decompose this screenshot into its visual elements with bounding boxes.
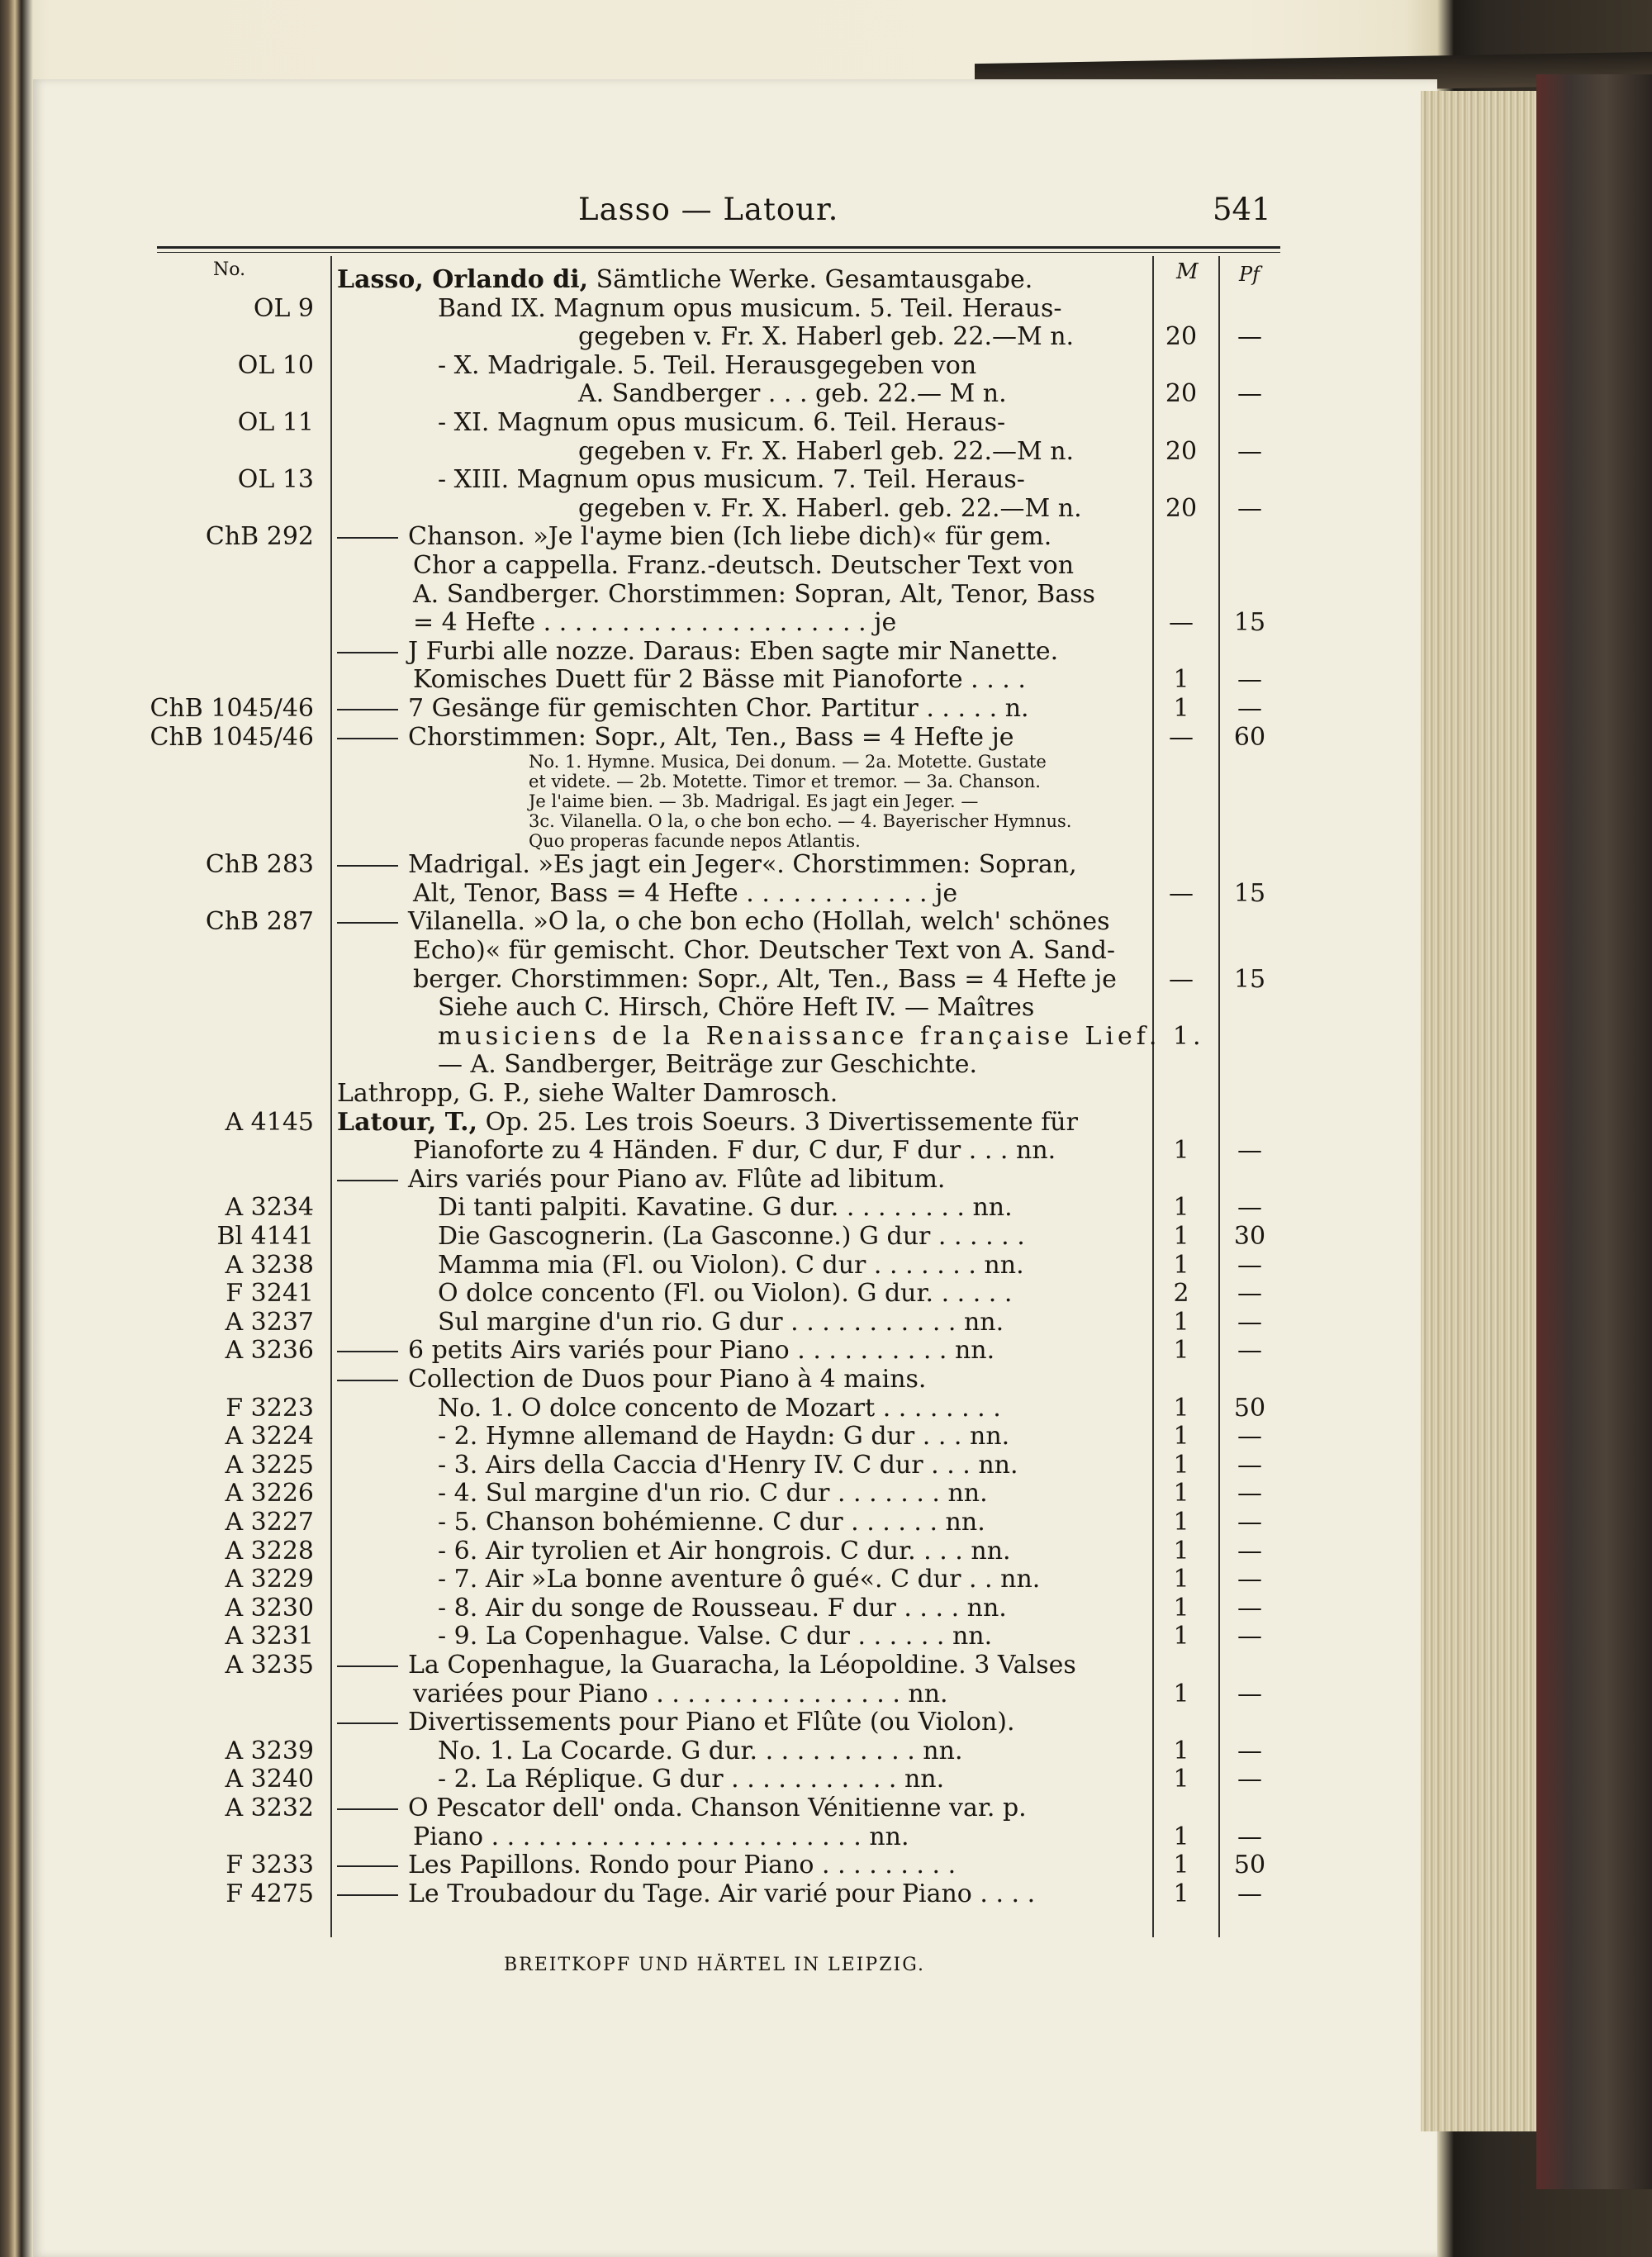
price-mark: 20 [1165, 436, 1198, 466]
price-mark: 1 [1173, 1508, 1189, 1537]
catalog-number: ChB 283 [205, 850, 314, 880]
entry-text [337, 1109, 1078, 1137]
entry-text-content: J Furbi alle nozze. Daraus: Eben sagte mir Nanette. [408, 636, 1059, 666]
catalog-row [0, 1366, 1652, 1394]
entry-text-content: - 2. Hymne allemand de Haydn: G dur . . . nn. [438, 1422, 1010, 1452]
ditto-dash [337, 1380, 398, 1381]
price-mark: 1 [1173, 1622, 1189, 1651]
catalog-row [0, 1794, 1652, 1822]
entry-text-content: Divertissements pour Piano et Flûte (ou Violon). [408, 1708, 1015, 1737]
entry-text-content: - 6. Air tyrolien et Air hongrois. C dur. . . . nn. [438, 1536, 1011, 1566]
entry-text [529, 772, 1041, 791]
composer-name: Lasso, Orlando di, [337, 265, 589, 294]
catalog-number: F 4275 [225, 1879, 314, 1908]
catalog-row [0, 1137, 1652, 1165]
price-pfennig: — [1237, 1508, 1262, 1537]
catalog-row [0, 695, 1652, 723]
entry-text-content: - 7. Air »La bonne aventure ô gué«. C dur . . nn. [438, 1565, 1041, 1594]
catalog-number: ChB 292 [205, 522, 314, 552]
ditto-dash [337, 1351, 398, 1352]
price-pfennig: — [1237, 493, 1262, 523]
catalog-row [0, 1080, 1652, 1108]
entry-text-content: No. 1. Hymne. Musica, Dei donum. — 2a. Motette. Gustate [529, 752, 1047, 772]
catalog-row [0, 1051, 1652, 1079]
catalog-row [0, 1623, 1652, 1651]
catalog-number: OL 11 [237, 408, 314, 437]
ditto-dash [337, 1865, 398, 1867]
entry-text-content: La Copenhague, la Guaracha, la Léopoldine. 3 Valses [408, 1651, 1076, 1680]
price-mark: 1 [1173, 1136, 1189, 1166]
entry-text [438, 1537, 1011, 1566]
catalog-row [0, 1109, 1652, 1137]
price-pfennig: — [1237, 1193, 1262, 1223]
catalog-row [0, 1309, 1652, 1337]
catalog-number: ChB 287 [205, 907, 314, 937]
catalog-number: F 3241 [225, 1279, 314, 1309]
entry-text [438, 466, 1025, 494]
price-mark: 1 [1173, 1851, 1189, 1880]
entry-text [438, 1623, 992, 1651]
entry-text-content: - XIII. Magnum opus musicum. 7. Teil. Heraus- [438, 465, 1025, 495]
page-number: 541 [1213, 192, 1271, 227]
entry-text-content: - 4. Sul margine d'un rio. C dur . . . . . . . nn. [438, 1479, 988, 1509]
entry-text [337, 1080, 838, 1108]
entry-text-content: Les Papillons. Rondo pour Piano . . . . . . . . . [408, 1851, 957, 1880]
entry-text [337, 1880, 1035, 1908]
catalog-row [0, 323, 1652, 351]
entry-text-content: Collection de Duos pour Piano à 4 mains. [408, 1365, 927, 1394]
column-header-mark: M [1176, 259, 1199, 284]
price-mark: 1 [1173, 1565, 1189, 1594]
catalog-number: A 3232 [225, 1794, 314, 1822]
entry-text [438, 1480, 988, 1508]
catalog-row [0, 1708, 1652, 1737]
price-pfennig: — [1237, 1565, 1262, 1594]
price-pfennig: — [1237, 1336, 1262, 1366]
catalog-row [0, 609, 1652, 637]
catalog-number: A 3240 [225, 1765, 314, 1794]
catalog-row [0, 791, 1652, 811]
entry-text [529, 752, 1047, 772]
catalog-number: OL 13 [237, 465, 314, 495]
entry-text-content: Chor a cappella. Franz.-deutsch. Deutscher Text von [413, 551, 1075, 580]
catalog-number: A 3224 [225, 1422, 314, 1452]
catalog-row [0, 851, 1652, 879]
entry-text-content: A. Sandberger . . . geb. 22.— M n. [578, 379, 1007, 409]
entry-text [413, 581, 1095, 609]
catalog-row [0, 1651, 1652, 1680]
entry-text-content: Alt, Tenor, Bass = 4 Hefte . . . . . . . . . . . . je [413, 878, 958, 908]
price-pfennig: — [1237, 322, 1262, 352]
entry-text [337, 695, 1029, 723]
entry-text-content: Die Gascognerin. (La Gasconne.) G dur . . . . . . [438, 1222, 1025, 1251]
catalog-number: Bl 4141 [216, 1222, 314, 1251]
entry-text [578, 438, 1074, 466]
price-pfennig: 15 [1233, 878, 1266, 908]
price-mark: 20 [1165, 493, 1198, 523]
running-head: Lasso — Latour. [578, 192, 839, 227]
catalog-row [0, 666, 1652, 694]
entry-text-content: - X. Madrigale. 5. Teil. Herausgegeben von [438, 350, 977, 380]
catalog-row [0, 1452, 1652, 1480]
entry-text [413, 1680, 948, 1708]
entry-text [578, 495, 1082, 523]
catalog-row [0, 266, 1652, 294]
ditto-dash [337, 1180, 398, 1181]
entry-text [438, 1023, 1205, 1051]
price-mark: 1 [1173, 1879, 1189, 1908]
catalog-row [0, 1337, 1652, 1365]
catalog-number: A 3239 [225, 1736, 314, 1765]
price-pfennig: — [1237, 1679, 1262, 1708]
entry-text-content: No. 1. La Cocarde. G dur. . . . . . . . . . . nn. [438, 1736, 963, 1765]
ditto-dash [337, 709, 398, 710]
catalog-row [0, 1851, 1652, 1879]
price-mark: — [1169, 878, 1194, 908]
entry-text [337, 523, 1051, 551]
entry-text [413, 1137, 1056, 1165]
entry-text-content: Band IX. Magnum opus musicum. 5. Teil. Heraus- [438, 293, 1062, 323]
entry-text [337, 1851, 956, 1879]
catalog-number: A 3235 [225, 1651, 314, 1680]
price-mark: 20 [1165, 379, 1198, 409]
catalog-row [0, 466, 1652, 494]
price-pfennig: — [1237, 1879, 1262, 1908]
catalog-row [0, 1423, 1652, 1451]
catalog-number: A 3230 [225, 1593, 314, 1623]
catalog-row [0, 581, 1652, 609]
price-pfennig: 50 [1233, 1393, 1266, 1423]
catalog-row [0, 1509, 1652, 1537]
ditto-dash [337, 738, 398, 739]
catalog-row [0, 1480, 1652, 1508]
price-mark: 1 [1173, 1193, 1189, 1223]
price-pfennig: — [1237, 436, 1262, 466]
price-pfennig: — [1237, 1736, 1262, 1765]
ditto-dash [337, 865, 398, 867]
entry-text-content: Echo)« für gemischt. Chor. Deutscher Text von A. Sand- [413, 936, 1116, 965]
entry-text-content: - 2. La Réplique. G dur . . . . . . . . . . . nn. [438, 1765, 945, 1794]
catalog-number: A 3234 [225, 1193, 314, 1223]
catalog-row [0, 937, 1652, 965]
catalog-number: ChB 1045/46 [150, 722, 314, 752]
price-mark: 1 [1173, 694, 1189, 723]
price-mark: 1 [1173, 1336, 1189, 1366]
entry-text-content: O Pescator dell' onda. Chanson Vénitienne var. p. [408, 1794, 1027, 1822]
entry-text [337, 1794, 1027, 1822]
entry-text [337, 1337, 995, 1365]
entry-text [337, 724, 1014, 752]
price-pfennig: — [1237, 1422, 1262, 1452]
price-mark: 1 [1173, 1736, 1189, 1765]
catalog-row [0, 409, 1652, 437]
catalog-number: F 3233 [225, 1851, 314, 1880]
catalog-row [0, 1680, 1652, 1708]
entry-text-content: O dolce concento (Fl. ou Violon). G dur. . . . . . [438, 1279, 1013, 1309]
header-rule [157, 246, 1280, 249]
catalog-row [0, 908, 1652, 936]
price-pfennig: — [1237, 1136, 1262, 1166]
price-mark: 1 [1173, 1765, 1189, 1794]
price-pfennig: 60 [1233, 722, 1266, 752]
entry-text-content: — A. Sandberger, Beiträge zur Geschichte. [438, 1050, 978, 1080]
price-pfennig: — [1237, 1450, 1262, 1480]
entry-text [337, 1708, 1015, 1737]
catalog-row [0, 352, 1652, 380]
ditto-dash [337, 922, 398, 924]
entry-text-content: musiciens de la Renaissance française Lief. 1. [438, 1021, 1205, 1051]
catalog-row [0, 1252, 1652, 1280]
entry-text [438, 1223, 1025, 1251]
price-mark: 1 [1173, 1822, 1189, 1851]
entry-text [413, 966, 1117, 994]
entry-text [438, 1509, 985, 1537]
price-pfennig: — [1237, 1765, 1262, 1794]
price-mark: 1 [1173, 1393, 1189, 1423]
entry-text [413, 880, 957, 908]
entry-text-content: Chorstimmen: Sopr., Alt, Ten., Bass = 4 Hefte je [408, 722, 1014, 752]
ditto-dash [337, 537, 398, 539]
price-pfennig: — [1237, 1307, 1262, 1337]
price-pfennig: 15 [1233, 964, 1266, 994]
catalog-row [0, 1537, 1652, 1566]
entry-text [578, 323, 1074, 351]
price-mark: — [1169, 722, 1194, 752]
entry-text [413, 1823, 909, 1851]
catalog-row [0, 438, 1652, 466]
ditto-dash [337, 1894, 398, 1896]
catalog-row [0, 966, 1652, 994]
price-pfennig: 30 [1233, 1222, 1266, 1251]
publisher-footer: BREITKOPF UND HÄRTEL IN LEIPZIG. [504, 1955, 925, 1975]
entry-text-content: Piano . . . . . . . . . . . . . . . . . . . . . . . . nn. [413, 1822, 909, 1851]
catalog-row [0, 295, 1652, 323]
catalog-row [0, 1880, 1652, 1908]
entry-text-content: Lasso, Orlando di, Sämtliche Werke. Gesamtausgabe. [337, 265, 1033, 294]
entry-text-content: gegeben v. Fr. X. Haberl. geb. 22.—M n. [578, 493, 1082, 523]
catalog-number: F 3223 [225, 1393, 314, 1423]
catalog-number: A 3226 [225, 1479, 314, 1509]
price-pfennig: — [1237, 1536, 1262, 1566]
entry-text-content: Di tanti palpiti. Kavatine. G dur. . . . . . . . . nn. [438, 1193, 1013, 1223]
entry-text [413, 552, 1074, 580]
price-pfennig: 15 [1233, 608, 1266, 638]
catalog-number: A 3236 [225, 1336, 314, 1366]
catalog-number: A 3228 [225, 1536, 314, 1566]
price-mark: 1 [1173, 1450, 1189, 1480]
catalog-row [0, 1166, 1652, 1194]
price-mark: — [1169, 964, 1194, 994]
catalog-row [0, 831, 1652, 851]
price-mark: 1 [1173, 1536, 1189, 1566]
entry-text-content: Latour, T., Op. 25. Les trois Soeurs. 3 Divertissemente für [337, 1107, 1078, 1137]
entry-text-content: = 4 Hefte . . . . . . . . . . . . . . . . . . . . . je [413, 608, 897, 638]
catalog-row [0, 752, 1652, 772]
price-pfennig: — [1237, 1250, 1262, 1280]
entry-text [337, 638, 1058, 666]
price-mark: 1 [1173, 1679, 1189, 1708]
price-pfennig: — [1237, 1822, 1262, 1851]
price-mark: 1 [1173, 1593, 1189, 1623]
entry-text [438, 409, 1005, 437]
catalog-row [0, 1594, 1652, 1623]
catalog-row [0, 552, 1652, 580]
entry-text [438, 1051, 977, 1079]
entry-text [529, 791, 978, 811]
entry-text-content: Chanson. »Je l'ayme bien (Ich liebe dich)« für gem. [408, 522, 1052, 552]
entry-text-content: Airs variés pour Piano av. Flûte ad libitum. [408, 1164, 946, 1194]
entry-text-content: A. Sandberger. Chorstimmen: Sopran, Alt, Tenor, Bass [413, 579, 1095, 609]
entry-text-content: - 9. La Copenhague. Valse. C dur . . . . . . nn. [438, 1622, 993, 1651]
entry-text [529, 811, 1071, 831]
entry-text [438, 352, 976, 380]
entry-text-content: gegeben v. Fr. X. Haberl geb. 22.—M n. [578, 322, 1075, 352]
header-rule-thin [157, 252, 1280, 253]
entry-text-content: - 5. Chanson bohémienne. C dur . . . . . . nn. [438, 1508, 985, 1537]
catalog-row [0, 994, 1652, 1022]
entry-text [413, 666, 1026, 694]
entry-text-content: 6 petits Airs variés pour Piano . . . . . . . . . . nn. [408, 1336, 995, 1366]
entry-text [438, 994, 1034, 1022]
column-header-pf: Pf [1239, 263, 1260, 286]
catalog-row [0, 724, 1652, 752]
entry-text [337, 1166, 945, 1194]
catalog-row [0, 638, 1652, 666]
entry-text-content: - 3. Airs della Caccia d'Henry IV. C dur . . . nn. [438, 1450, 1018, 1480]
composer-name: Latour, T., [337, 1107, 478, 1137]
catalog-row [0, 1223, 1652, 1251]
entry-text [438, 1309, 1004, 1337]
price-mark: 1 [1173, 1250, 1189, 1280]
entry-text [337, 1651, 1076, 1680]
price-pfennig: — [1237, 1479, 1262, 1509]
catalog-number: OL 10 [237, 350, 314, 380]
price-pfennig: — [1237, 665, 1262, 695]
price-mark: 1 [1173, 1422, 1189, 1452]
catalog-row [0, 880, 1652, 908]
ditto-dash [337, 1722, 398, 1724]
price-pfennig: — [1237, 1593, 1262, 1623]
entry-text-content: No. 1. O dolce concento de Mozart . . . . . . . . [438, 1393, 1001, 1423]
entry-text-content: Quo properas facunde nepos Atlantis. [529, 831, 861, 852]
catalog-row [0, 1765, 1652, 1794]
catalog-row [0, 495, 1652, 523]
entry-text-content: gegeben v. Fr. X. Haberl geb. 22.—M n. [578, 436, 1075, 466]
entry-text-content: - 8. Air du songe de Rousseau. F dur . . . . nn. [438, 1593, 1007, 1623]
price-pfennig: — [1237, 1279, 1262, 1309]
catalog-row [0, 1023, 1652, 1051]
price-mark: 20 [1165, 322, 1198, 352]
catalog-row [0, 1194, 1652, 1222]
entry-text [337, 266, 1032, 294]
catalog-row [0, 1280, 1652, 1308]
catalog-number: A 3231 [225, 1622, 314, 1651]
catalog-row [0, 523, 1652, 551]
catalog-row [0, 772, 1652, 791]
entry-text [438, 1423, 1009, 1451]
entry-text [578, 380, 1007, 408]
catalog-row [0, 1737, 1652, 1765]
price-mark: 1 [1173, 1222, 1189, 1251]
entry-text [413, 609, 896, 637]
entry-text-content: berger. Chorstimmen: Sopr., Alt, Ten., Bass = 4 Hefte je [413, 964, 1117, 994]
catalog-number: OL 9 [253, 293, 314, 323]
entry-text [337, 851, 1077, 879]
entry-text [438, 1452, 1018, 1480]
entry-text [438, 1765, 944, 1794]
price-mark: 2 [1173, 1279, 1189, 1309]
entry-text [438, 1252, 1024, 1280]
entry-text [529, 831, 861, 851]
entry-text [438, 1194, 1013, 1222]
entry-text [438, 1566, 1040, 1594]
catalog-number: A 3238 [225, 1250, 314, 1280]
price-pfennig: — [1237, 379, 1262, 409]
entry-text-content: Komisches Duett für 2 Bässe mit Pianoforte . . . . [413, 665, 1026, 695]
entry-text-content: Le Troubadour du Tage. Air varié pour Piano . . . . [408, 1879, 1036, 1908]
entry-text-content: variées pour Piano . . . . . . . . . . . . . . . . nn. [413, 1679, 948, 1708]
price-pfennig: 50 [1233, 1851, 1266, 1880]
entry-text-content: Siehe auch C. Hirsch, Chöre Heft IV. — Maîtres [438, 993, 1035, 1023]
price-pfennig: — [1237, 694, 1262, 723]
entry-text [438, 295, 1061, 323]
entry-text-content: Madrigal. »Es jagt ein Jeger«. Chorstimmen: Sopran, [408, 850, 1077, 880]
price-mark: 1 [1173, 665, 1189, 695]
entry-text-content: et videte. — 2b. Motette. Timor et tremor. — 3a. Chanson. [529, 772, 1041, 792]
entry-text-content: 3c. Vilanella. O la, o che bon echo. — 4. Bayerischer Hymnus. [529, 811, 1072, 832]
price-mark: 1 [1173, 1479, 1189, 1509]
entry-text-content: Lathropp, G. P., siehe Walter Damrosch. [337, 1079, 838, 1108]
entry-text [337, 908, 1109, 936]
entry-text [438, 1280, 1012, 1308]
price-mark: — [1169, 608, 1194, 638]
ditto-dash [337, 1665, 398, 1667]
entry-text [337, 1366, 926, 1394]
entry-text [438, 1737, 962, 1765]
catalog-row [0, 811, 1652, 831]
entry-text-content: Mamma mia (Fl. ou Violon). C dur . . . . . . . nn. [438, 1250, 1024, 1280]
price-mark: 1 [1173, 1307, 1189, 1337]
entry-text-content: Vilanella. »O la, o che bon echo (Hollah, welch' schönes [408, 907, 1110, 937]
ditto-dash [337, 1808, 398, 1810]
entry-text [413, 937, 1115, 965]
entry-text-content: - XI. Magnum opus musicum. 6. Teil. Heraus- [438, 408, 1006, 437]
catalog-number: ChB 1045/46 [150, 694, 314, 723]
catalog-row [0, 1823, 1652, 1851]
entry-text-content: Sul margine d'un rio. G dur . . . . . . . . . . . nn. [438, 1307, 1004, 1337]
catalog-row [0, 1566, 1652, 1594]
entry-text [438, 1395, 1001, 1423]
entry-text [438, 1594, 1007, 1623]
entry-text-content: 7 Gesänge für gemischten Chor. Partitur . . . . . n. [408, 694, 1029, 723]
catalog-number: A 3225 [225, 1450, 314, 1480]
catalog-number: A 4145 [225, 1107, 314, 1137]
catalog-row [0, 1395, 1652, 1423]
price-pfennig: — [1237, 1622, 1262, 1651]
column-header-no: No. [213, 259, 246, 280]
catalog-number: A 3227 [225, 1508, 314, 1537]
entry-text-content: Pianoforte zu 4 Händen. F dur, C dur, F dur . . . nn. [413, 1136, 1056, 1166]
entry-text-content: Je l'aime bien. — 3b. Madrigal. Es jagt ein Jeger. — [529, 791, 979, 812]
ditto-dash [337, 652, 398, 653]
catalog-number: A 3229 [225, 1565, 314, 1594]
catalog-row [0, 380, 1652, 408]
catalog-number: A 3237 [225, 1307, 314, 1337]
